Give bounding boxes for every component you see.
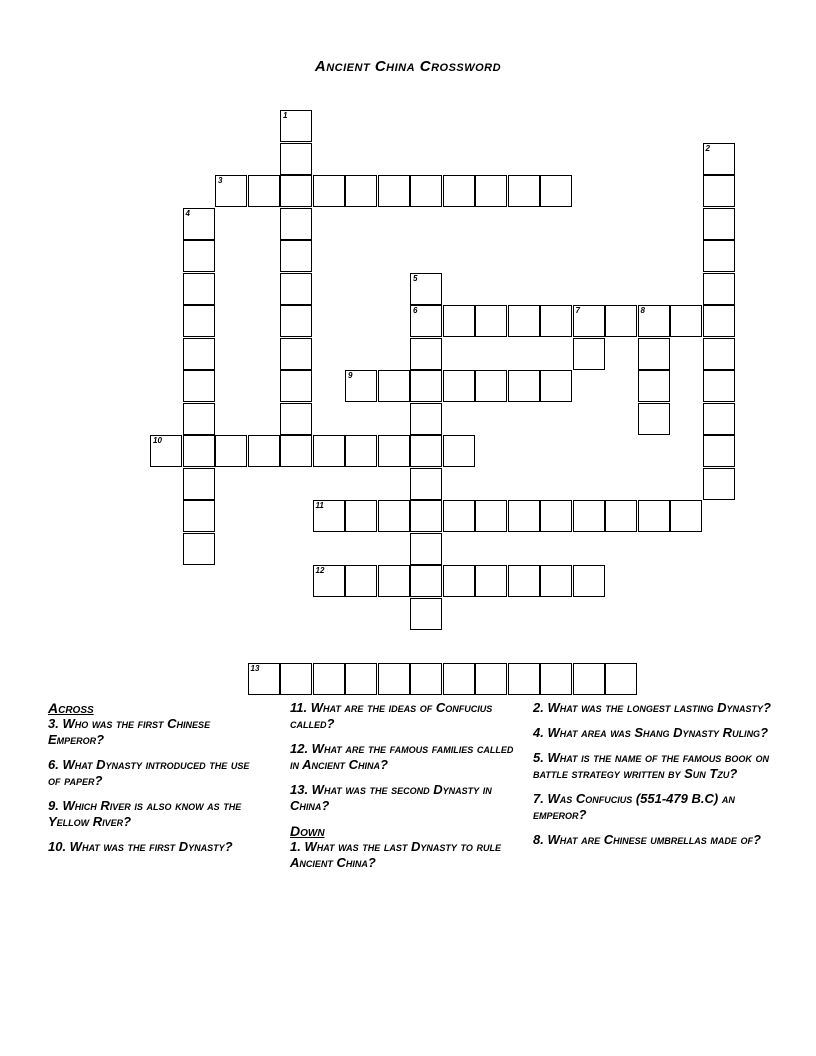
clue-number: 8 (640, 306, 645, 315)
grid-cell[interactable] (183, 468, 215, 500)
clue-across-11: 11. What are the ideas of Confucius called? (290, 700, 493, 731)
grid-cell[interactable] (703, 143, 735, 175)
grid-cell[interactable] (443, 370, 475, 402)
grid-cell[interactable] (703, 305, 735, 337)
clue-number: 3 (218, 176, 223, 185)
grid-cell[interactable] (703, 370, 735, 402)
grid-cell[interactable] (605, 305, 637, 337)
clue-across-3: 3. Who was the first Chinese Emperor? (48, 716, 211, 747)
clue-number: 6 (413, 306, 418, 315)
clues-column-3 (533, 700, 773, 857)
grid-cell[interactable] (475, 500, 507, 532)
grid-cell[interactable] (410, 435, 442, 467)
grid-cell[interactable] (280, 370, 312, 402)
grid-cell[interactable] (280, 663, 312, 695)
grid-cell[interactable] (280, 240, 312, 272)
grid-cell[interactable] (573, 500, 605, 532)
grid-cell[interactable] (443, 500, 475, 532)
grid-cell[interactable] (573, 338, 605, 370)
down-heading: Down (290, 823, 325, 839)
clue-number: 11 (315, 501, 324, 510)
grid-cell[interactable] (703, 468, 735, 500)
grid-cell[interactable] (345, 500, 377, 532)
grid-cell[interactable] (573, 663, 605, 695)
grid-cell[interactable] (345, 663, 377, 695)
grid-cell[interactable] (378, 370, 410, 402)
grid-cell[interactable] (703, 240, 735, 272)
grid-cell[interactable] (410, 565, 442, 597)
grid-cell[interactable] (280, 110, 312, 142)
grid-cell[interactable] (183, 403, 215, 435)
clue-across-13: 13. What was the second Dynasty in China? (290, 782, 492, 813)
clue-number: 7 (575, 306, 580, 315)
grid-cell[interactable] (410, 468, 442, 500)
grid-cell[interactable] (670, 305, 702, 337)
clue-number: 10 (153, 436, 162, 445)
grid-cell[interactable] (410, 338, 442, 370)
grid-cell[interactable] (345, 175, 377, 207)
grid-cell[interactable] (703, 175, 735, 207)
grid-cell[interactable] (410, 500, 442, 532)
grid-cell[interactable] (150, 435, 182, 467)
grid-cell[interactable] (508, 500, 540, 532)
clue-number: 4 (185, 208, 190, 218)
grid-cell[interactable] (183, 208, 215, 240)
clue-number: 2 (705, 143, 710, 153)
grid-cell[interactable] (638, 305, 670, 337)
grid-cell[interactable] (378, 435, 410, 467)
grid-cell[interactable] (508, 565, 540, 597)
grid-cell[interactable] (540, 305, 572, 337)
grid-cell[interactable] (183, 533, 215, 565)
grid-cell[interactable] (215, 175, 247, 207)
grid-cell[interactable] (410, 305, 442, 337)
grid-cell[interactable] (183, 273, 215, 305)
grid-cell[interactable] (475, 370, 507, 402)
grid-cell[interactable] (540, 565, 572, 597)
grid-cell[interactable] (378, 663, 410, 695)
grid-cell[interactable] (605, 663, 637, 695)
clues-column-2 (290, 700, 525, 880)
clue-down-5: 5. What is the name of the famous book on battle strategy written by Sun Tzu? (533, 750, 769, 781)
clue-number: 13 (250, 663, 260, 673)
grid-cell[interactable] (248, 175, 280, 207)
grid-cell[interactable] (280, 338, 312, 370)
clue-down-4: 4. What area was Shang Dynasty Ruling? (533, 725, 769, 740)
clue-across-9: 9. Which River is also know as the Yellow River? (48, 798, 242, 829)
clue-down-8: 8. What are Chinese umbrellas made of? (533, 832, 761, 847)
grid-cell[interactable] (605, 500, 637, 532)
grid-cell[interactable] (475, 565, 507, 597)
grid-cell[interactable] (475, 175, 507, 207)
grid-cell[interactable] (410, 370, 442, 402)
clue-number: 9 (348, 371, 353, 380)
clue-down-2: 2. What was the longest lasting Dynasty? (533, 700, 771, 715)
clue-number: 5 (413, 273, 418, 283)
grid-cell[interactable] (443, 663, 475, 695)
grid-cell[interactable] (280, 175, 312, 207)
grid-cell[interactable] (280, 435, 312, 467)
grid-cell[interactable] (703, 403, 735, 435)
clue-down-1: 1. What was the last Dynasty to rule Ancient China? (290, 839, 501, 870)
page-title: Ancient China Crossword (314, 58, 502, 75)
clue-number: 12 (315, 566, 325, 575)
grid-cell[interactable] (443, 565, 475, 597)
grid-cell[interactable] (378, 500, 410, 532)
grid-cell[interactable] (280, 143, 312, 175)
grid-cell[interactable] (443, 305, 475, 337)
grid-cell[interactable] (183, 370, 215, 402)
grid-cell[interactable] (248, 663, 280, 695)
grid-cell[interactable] (443, 175, 475, 207)
grid-cell[interactable] (215, 435, 247, 467)
grid-cell[interactable] (703, 273, 735, 305)
grid-cell[interactable] (540, 663, 572, 695)
grid-cell[interactable] (280, 305, 312, 337)
clues-column-1 (48, 700, 258, 864)
grid-cell[interactable] (313, 435, 345, 467)
grid-cell[interactable] (638, 500, 670, 532)
grid-cell[interactable] (345, 435, 377, 467)
grid-cell[interactable] (638, 370, 670, 402)
grid-cell[interactable] (670, 500, 702, 532)
grid-cell[interactable] (508, 663, 540, 695)
grid-cell[interactable] (313, 175, 345, 207)
grid-cell[interactable] (248, 435, 280, 467)
grid-cell[interactable] (183, 500, 215, 532)
grid-cell[interactable] (183, 338, 215, 370)
grid-cell[interactable] (280, 403, 312, 435)
clue-across-12: 12. What are the famous families called in Ancient China? (290, 741, 514, 772)
clue-down-7: 7. Was Confucius (551-479 B.C) an emperor? (533, 791, 735, 822)
grid-cell[interactable] (183, 435, 215, 467)
grid-cell[interactable] (345, 370, 377, 402)
grid-cell[interactable] (183, 305, 215, 337)
grid-cell[interactable] (183, 240, 215, 272)
grid-cell[interactable] (280, 273, 312, 305)
grid-cell[interactable] (378, 565, 410, 597)
grid-cell[interactable] (638, 403, 670, 435)
grid-cell[interactable] (540, 370, 572, 402)
clue-across-10: 10. What was the first Dynasty? (48, 839, 233, 854)
grid-cell[interactable] (280, 208, 312, 240)
grid-cell[interactable] (313, 663, 345, 695)
grid-cell[interactable] (410, 175, 442, 207)
grid-cell[interactable] (410, 273, 442, 305)
grid-cell[interactable] (540, 175, 572, 207)
grid-cell[interactable] (378, 175, 410, 207)
grid-cell[interactable] (508, 305, 540, 337)
grid-cell[interactable] (703, 435, 735, 467)
grid-cell[interactable] (573, 305, 605, 337)
grid-cell[interactable] (313, 565, 345, 597)
grid-cell[interactable] (638, 338, 670, 370)
grid-cell[interactable] (475, 305, 507, 337)
grid-cell[interactable] (410, 598, 442, 630)
grid-cell[interactable] (410, 663, 442, 695)
clue-across-6: 6. What Dynasty introduced the use of paper? (48, 757, 250, 788)
grid-cell[interactable] (410, 533, 442, 565)
grid-cell[interactable] (410, 403, 442, 435)
grid-cell[interactable] (573, 565, 605, 597)
clue-number: 1 (283, 111, 288, 120)
grid-cell[interactable] (540, 500, 572, 532)
grid-cell[interactable] (508, 370, 540, 402)
grid-cell[interactable] (443, 435, 475, 467)
grid-cell[interactable] (345, 565, 377, 597)
grid-cell[interactable] (703, 338, 735, 370)
grid-cell[interactable] (508, 175, 540, 207)
across-heading: Across (48, 700, 94, 716)
grid-cell[interactable] (475, 663, 507, 695)
grid-cell[interactable] (703, 208, 735, 240)
grid-cell[interactable] (313, 500, 345, 532)
